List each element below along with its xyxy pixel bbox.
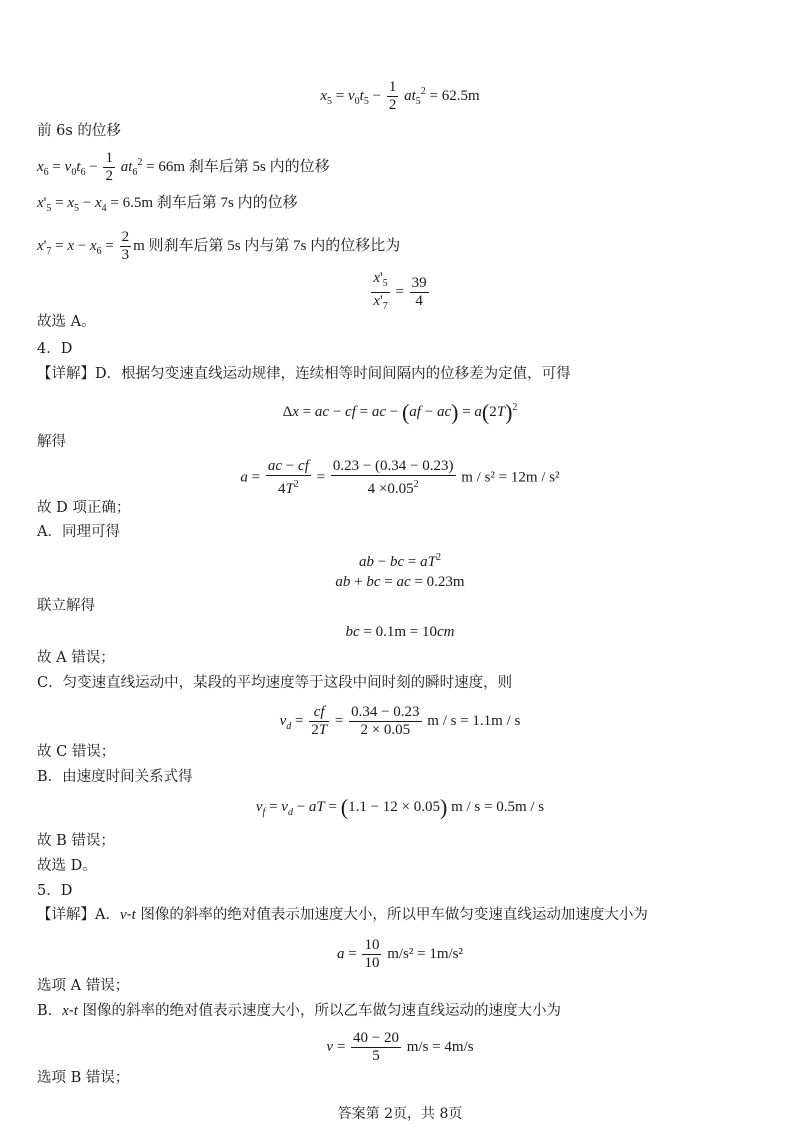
equation-a-result: m / s² = 12m / s² bbox=[461, 469, 560, 486]
equation-vd: $v_d$ = $\frac{cf}{2T}$ = $\frac{0.34 - 0.23}{2 \times 0.05}$ m / s = 1.1m / s bbox=[279, 704, 521, 738]
text-line: C．匀变速直线运动中，某段的平均速度等于这段中间时刻的瞬时速度，则 bbox=[37, 675, 513, 691]
text-line: 前 6s 的位移 bbox=[37, 123, 121, 139]
equation-ab-bc: ab − bc = $aT^2$ bbox=[359, 552, 441, 570]
text-fragment: 图像的斜率的绝对值表示加速度大小，所以甲车做匀变速直线运动加速度大小为 bbox=[140, 907, 648, 923]
text-line: 选项 A 错误； bbox=[37, 978, 130, 994]
text-line: 故 C 错误； bbox=[37, 744, 116, 760]
question-number: 5．D bbox=[37, 883, 73, 899]
equation-vd-result: m / s = 1.1m / s bbox=[427, 712, 521, 729]
text-line: B．x-t 图像的斜率的绝对值表示速度大小，所以乙车做匀速直线运动的速度大小为 bbox=[37, 1003, 562, 1019]
text-fragment: m 则刹车后第 5s 内与第 7s 内的位移比为 bbox=[133, 237, 401, 254]
equation-a-numerator: 0.23 − (0.34 − 0.23) bbox=[332, 458, 454, 474]
equation-v: v = $\frac{40 - 20}{5}$ m/s = 4m/s bbox=[326, 1030, 474, 1064]
frac-numerator: 10 bbox=[364, 937, 380, 953]
text-line: B．由速度时间关系式得 bbox=[37, 769, 193, 785]
text-line: 联立解得 bbox=[37, 598, 95, 614]
equation-result: m/s = 4m/s bbox=[406, 1038, 474, 1055]
equation-x6-result: = 66m bbox=[146, 158, 186, 175]
equation-ratio: $\frac{x'_5}{x'_7}$ = $\frac{39}{4}$ bbox=[373, 270, 427, 312]
equation-a-denominator: 4 ×0.05 bbox=[367, 481, 414, 497]
equation-ab-plus-bc-result: = 0.23m bbox=[414, 574, 465, 590]
equation-x5: $x_5 = v_0t_5$ − $\frac{1}{2}$ $at_5^2 = 62.5m$ bbox=[320, 79, 480, 113]
equation-bc-result: = 0.1m = 10 bbox=[363, 624, 437, 640]
equation-a-graph: a = $\frac{10}{10}$ m/s² = 1m/s² bbox=[336, 937, 464, 971]
equation-x5-result: = 62.5m bbox=[429, 87, 480, 104]
text-fragment: 【详解】A． bbox=[37, 907, 120, 923]
text-fragment: 图像的斜率的绝对值表示速度大小，所以乙车做匀速直线运动的速度大小为 bbox=[82, 1003, 562, 1019]
frac-denominator: 5 bbox=[372, 1048, 380, 1064]
page-footer: 答案第 2页，共 8页 bbox=[337, 1106, 463, 1122]
equation-vd-denominator: 2 × 0.05 bbox=[360, 722, 411, 738]
equation-delta-x: Δx = ac − cf = ac − $(af - ac) = a(2T)^2$ bbox=[282, 399, 518, 425]
text-fragment: B． bbox=[37, 1003, 63, 1019]
text-line: A．同理可得 bbox=[37, 524, 120, 540]
ratio-denominator: 4 bbox=[415, 293, 423, 309]
text-line: 故 A 错误； bbox=[37, 650, 115, 666]
text-fragment: 刹车后第 5s 内的位移 bbox=[188, 158, 330, 175]
frac-numerator: 40 − 20 bbox=[353, 1030, 400, 1046]
text-line: 故 D 项正确； bbox=[37, 500, 131, 516]
equation-vf-result: m / s = 0.5m / s bbox=[451, 799, 545, 815]
text-line: 选项 B 错误； bbox=[37, 1070, 130, 1086]
frac-denominator: 10 bbox=[364, 955, 380, 971]
text-line: 故 B 错误； bbox=[37, 833, 115, 849]
equation-vf: $v_f = v_d$ − aT = (1.1 − 12 × 0.05) m / s = 0.5m / s bbox=[255, 794, 545, 820]
equation-x5-prime-result: = 6.5m bbox=[110, 195, 154, 211]
equation-vf-mid: 1.1 − 12 × 0.05 bbox=[348, 799, 440, 815]
text-line: 故选 D。 bbox=[37, 858, 97, 874]
equation-a: a = $\frac{ac - cf}{4T^2}$ = $\frac{0.23 - (0.34 - 0.23)}{4 \times 0.05^2}$ m / s² = 12m / s² bbox=[240, 458, 560, 497]
equation-result: m/s² = 1m/s² bbox=[387, 945, 464, 962]
text-line: 解得 bbox=[37, 434, 66, 450]
equation-vd-numerator: 0.34 − 0.23 bbox=[351, 704, 420, 720]
ratio-numerator: 39 bbox=[411, 275, 427, 291]
text-line: 【详解】D．根据匀变速直线运动规律，连续相等时间间隔内的位移差为定值，可得 bbox=[37, 366, 571, 382]
equation-bc: bc = 0.1m = 10cm bbox=[345, 624, 455, 640]
question-number: 4．D bbox=[37, 341, 73, 357]
text-fragment: 刹车后第 7s 内的位移 bbox=[156, 195, 298, 211]
equation-x7-prime: $x'_7 = x - x_6$ = $\frac{2}{3}$ m 则刹车后第 5s 内与第 7s 内的位移比为 bbox=[37, 229, 401, 263]
equation-ab-plus-bc: ab + bc = ac = 0.23m bbox=[335, 574, 465, 590]
text-line: 故选 A。 bbox=[37, 314, 96, 330]
equation-x6: $x_6 = v_0t_6$ − $\frac{1}{2}$ $at_6^2 = 66m$ 刹车后第 5s 内的位移 bbox=[37, 150, 330, 184]
text-line: 【详解】A．v-t 图像的斜率的绝对值表示加速度大小，所以甲车做匀变速直线运动加速度大小为 bbox=[37, 907, 648, 923]
equation-x5-prime: $x'_5 = x_5 - x_4 = 6.5m$ 刹车后第 7s 内的位移 bbox=[37, 195, 298, 214]
